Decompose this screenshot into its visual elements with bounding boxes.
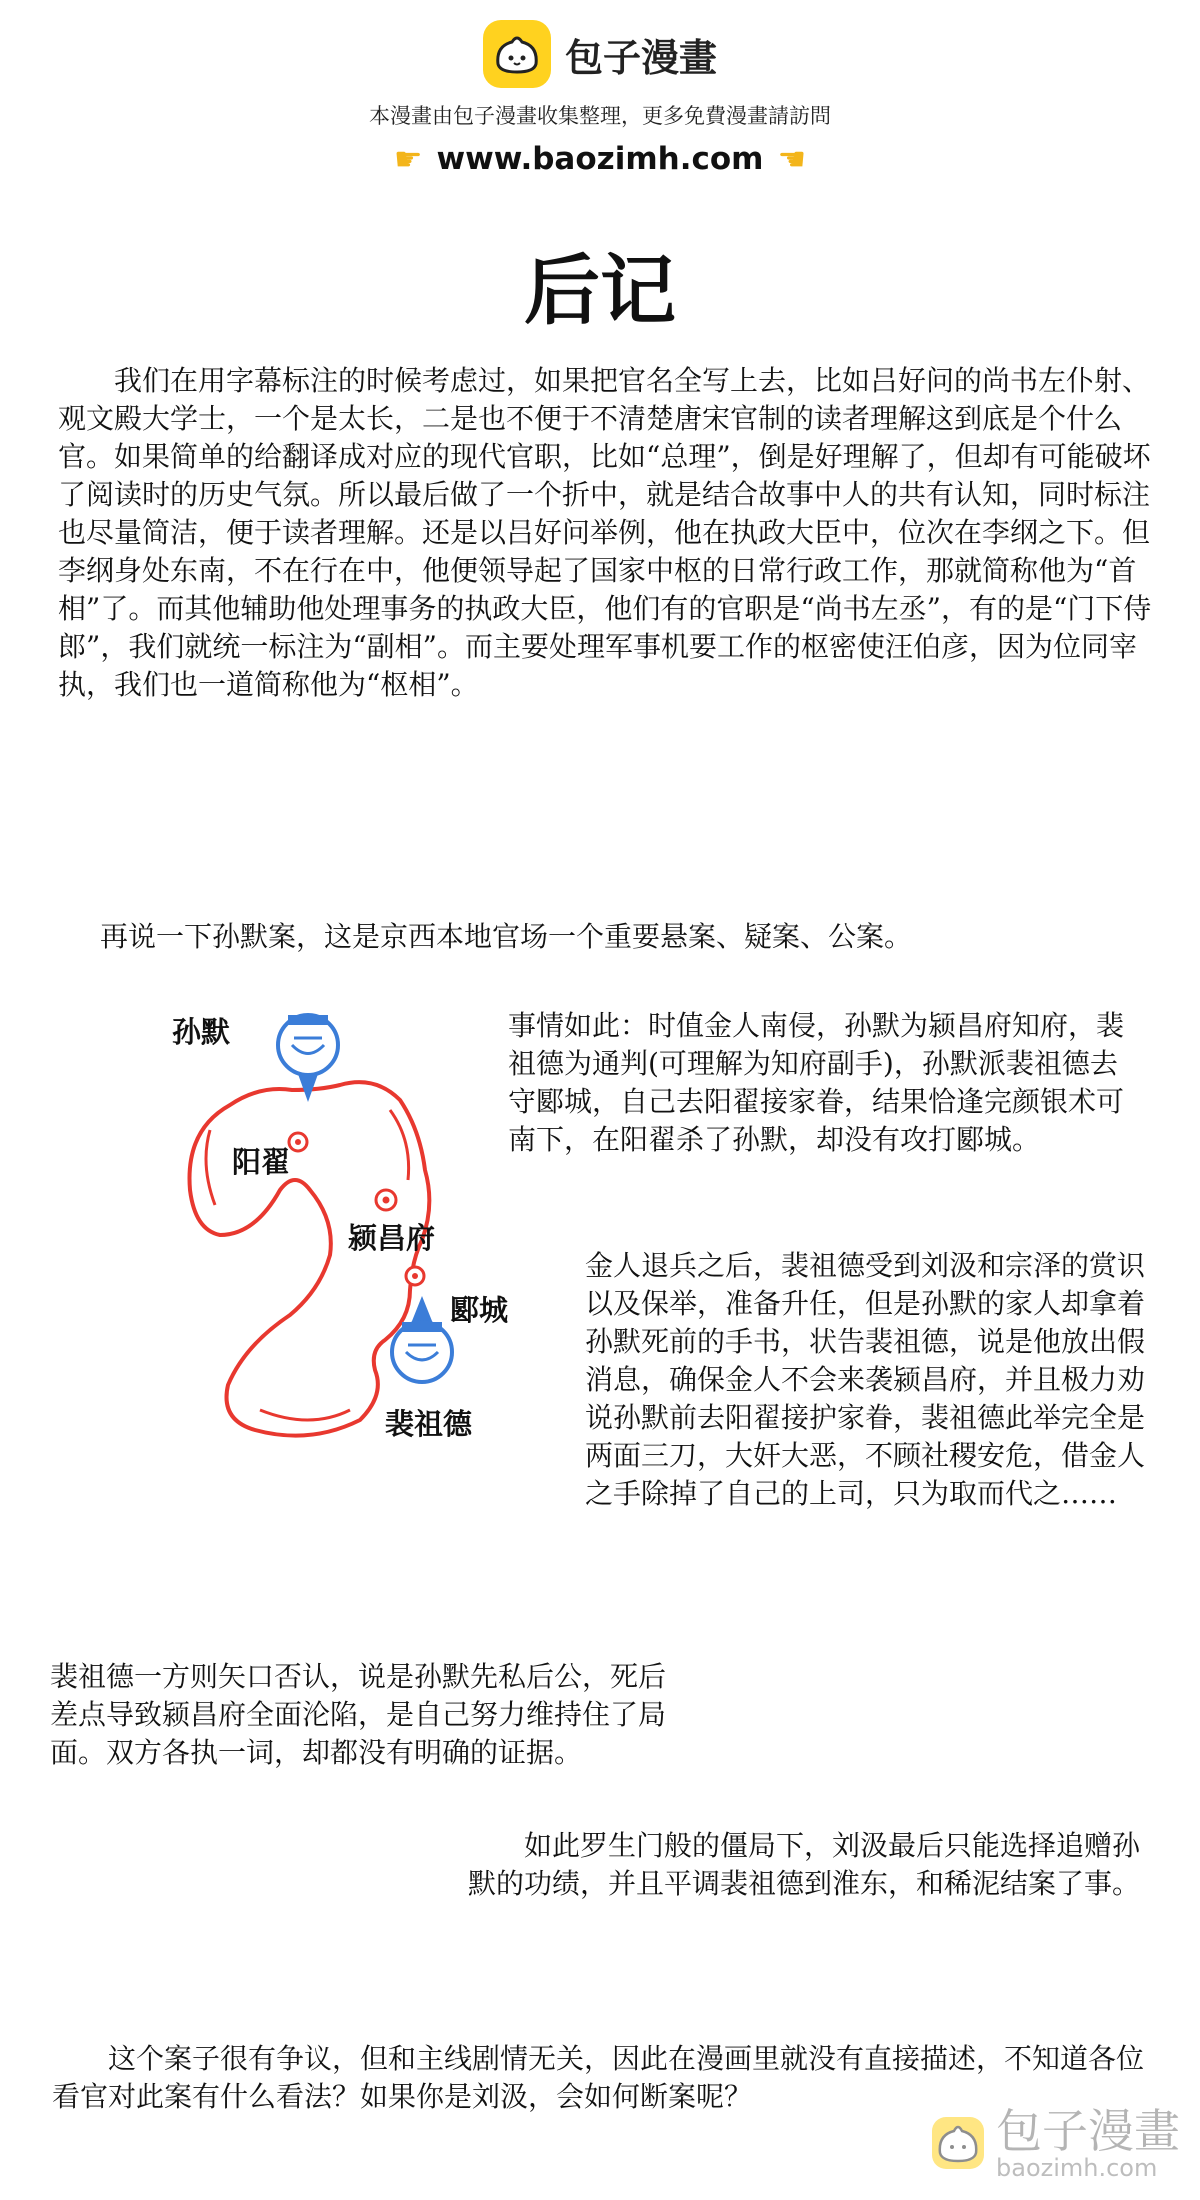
marker-yingchang xyxy=(376,1190,396,1210)
closing-paragraph: 这个案子很有争议，但和主线剧情无关，因此在漫画里就没有直接描述，不知道各位看官对此案有什么看法？如果你是刘汲，会如何断案呢？ xyxy=(52,2042,1145,2113)
case-paragraph-1: 事情如此：时值金人南侵，孙默为颍昌府知府，裴祖德为通判(可理解为知府副手)，孙默派裴祖德去守郾城，自己去阳翟接家眷，结果恰逢完颜银术可南下，在阳翟杀了孙默，却没有攻打郾城。 xyxy=(508,1009,1125,1156)
baozi-logo-icon xyxy=(483,20,551,88)
map-route-outline xyxy=(190,1082,430,1435)
pointing-right-icon: ☛ xyxy=(393,140,423,178)
page-title: 后记 xyxy=(524,246,676,335)
intro-paragraph: 我们在用字幕标注的时候考虑过，如果把官名全写上去，比如吕好问的尚书左仆射、观文殿大学士，一个是太长，二是也不便于不清楚唐宋官制的读者理解这到底是个什么官。如果简单的给翻译成对应的现代官职，比如“总理”，倒是好理解了，但却有可能破坏了阅读时的历史气氛。所以最后做了一个折中，就是结合故事中人的共有认知，同时标注也尽量简洁，便于读者理解。还是以吕好问举例，他在执政大臣中，位次在李纲之下。但李纲身处东南，不在行在中，他便领导起了国家中枢的日常行政工作，那就简称他为“首相”了。而其他辅助他处理事务的执政大臣，他们有的官职是“尚书左丞”，有的是“门下侍郎”，我们就统一标注为“副相”。而主要处理军事机要工作的枢密使汪伯彦，因为位同宰执，我们也一道简称他为“枢相”。 xyxy=(58,364,1152,701)
label-sunmo: 孙默 xyxy=(172,1015,231,1049)
site-tagline: 本漫畫由包子漫畫收集整理，更多免費漫畫請訪問 xyxy=(369,104,831,128)
case-heading: 再说一下孙默案，这是京西本地官场一个重要悬案、疑案、公案。 xyxy=(100,920,913,953)
case-map xyxy=(160,990,520,1490)
case-paragraph-3: 裴祖德一方则矢口否认，说是孙默先私后公，死后差点导致颍昌府全面沦陷，是自己努力维持住了局面。双方各执一词，却都没有明确的证据。 xyxy=(50,1660,667,1769)
watermark-url: baozimh.com xyxy=(996,2154,1158,2182)
peizude-figure-icon xyxy=(392,1296,452,1382)
brand-row xyxy=(0,20,1200,88)
label-peizude: 裴祖德 xyxy=(385,1407,473,1441)
site-url-link[interactable]: www.baozimh.com xyxy=(436,141,764,177)
site-url-row xyxy=(0,140,1200,178)
case-paragraph-4: 如此罗生门般的僵局下，刘汲最后只能选择追赠孙默的功绩，并且平调裴祖德到淮东，和稀泥结案了事。 xyxy=(468,1829,1141,1900)
watermark-text: 包子漫畫 xyxy=(996,2104,1180,2158)
label-yingchang: 颍昌府 xyxy=(348,1221,436,1255)
watermark xyxy=(930,2104,1180,2182)
case-paragraph-2: 金人退兵之后，裴祖德受到刘汲和宗泽的赏识以及保举，准备升任，但是孙默的家人却拿着孙默死前的手书，状告裴祖德，说是他放出假消息，确保金人不会来袭颍昌府，并且极力劝说孙默前去阳翟接护家眷，裴祖德此举完全是两面三刀，大奸大恶，不顾社稷安危，借金人之手除掉了自己的上司，只为取而代之…… xyxy=(585,1249,1146,1510)
label-yancheng: 郾城 xyxy=(450,1293,509,1327)
marker-yancheng xyxy=(406,1267,424,1285)
pointing-left-icon: ☚ xyxy=(777,140,807,178)
marker-yangzhai xyxy=(289,1133,307,1151)
site-header xyxy=(0,20,1200,178)
label-yangzhai: 阳翟 xyxy=(232,1145,291,1179)
brand-name: 包子漫畫 xyxy=(564,35,717,80)
baozi-watermark-icon xyxy=(930,2115,986,2175)
